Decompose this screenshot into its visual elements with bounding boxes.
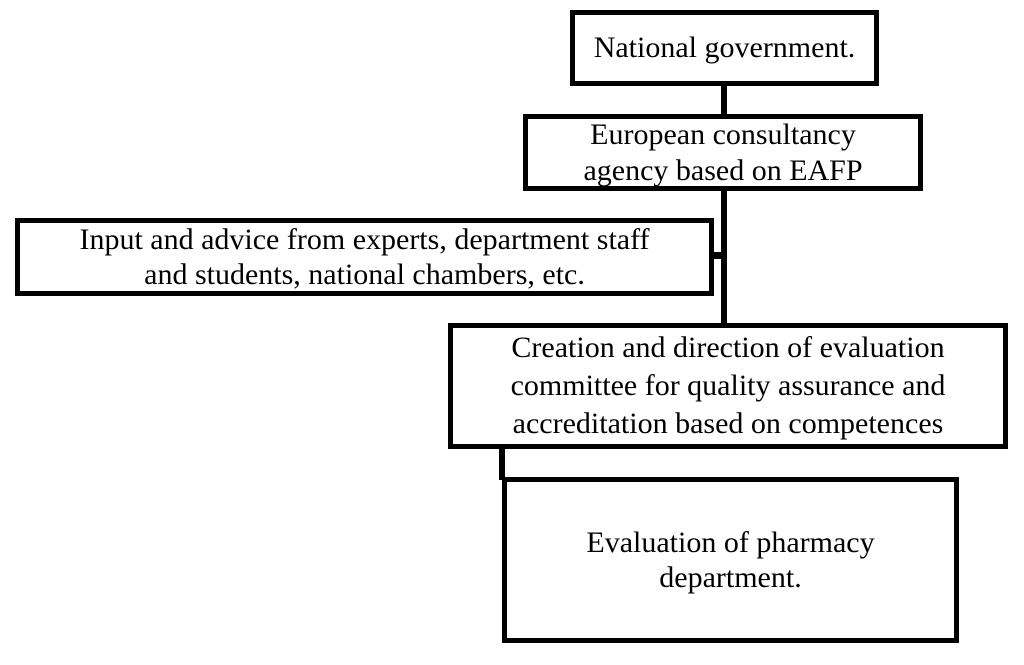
node-text-line: Evaluation of pharmacy: [586, 525, 875, 559]
node-text-line: accreditation based on competences: [512, 406, 944, 440]
node-national-government: [570, 10, 879, 86]
node-evaluation-committee: [448, 323, 1008, 449]
node-text-line: agency based on EAFP: [583, 153, 863, 187]
node-text-line: European consultancy: [590, 118, 856, 152]
node-text-line: committee for quality assurance and: [510, 369, 946, 403]
node-input-and-advice: [15, 218, 714, 296]
node-text-line: National government.: [593, 31, 856, 65]
node-text-line: and students, national chambers, etc.: [144, 258, 585, 291]
node-european-consultancy-agency: [523, 114, 923, 191]
node-pharmacy-evaluation: [502, 477, 959, 643]
connector-committee-to-evaluation: [499, 446, 505, 480]
connector-government-to-agency: [721, 84, 727, 118]
node-text-line: department.: [659, 561, 802, 594]
node-text-line: Creation and direction of evaluation: [511, 331, 945, 365]
node-text-line: Input and advice from experts, department staff: [79, 222, 650, 256]
